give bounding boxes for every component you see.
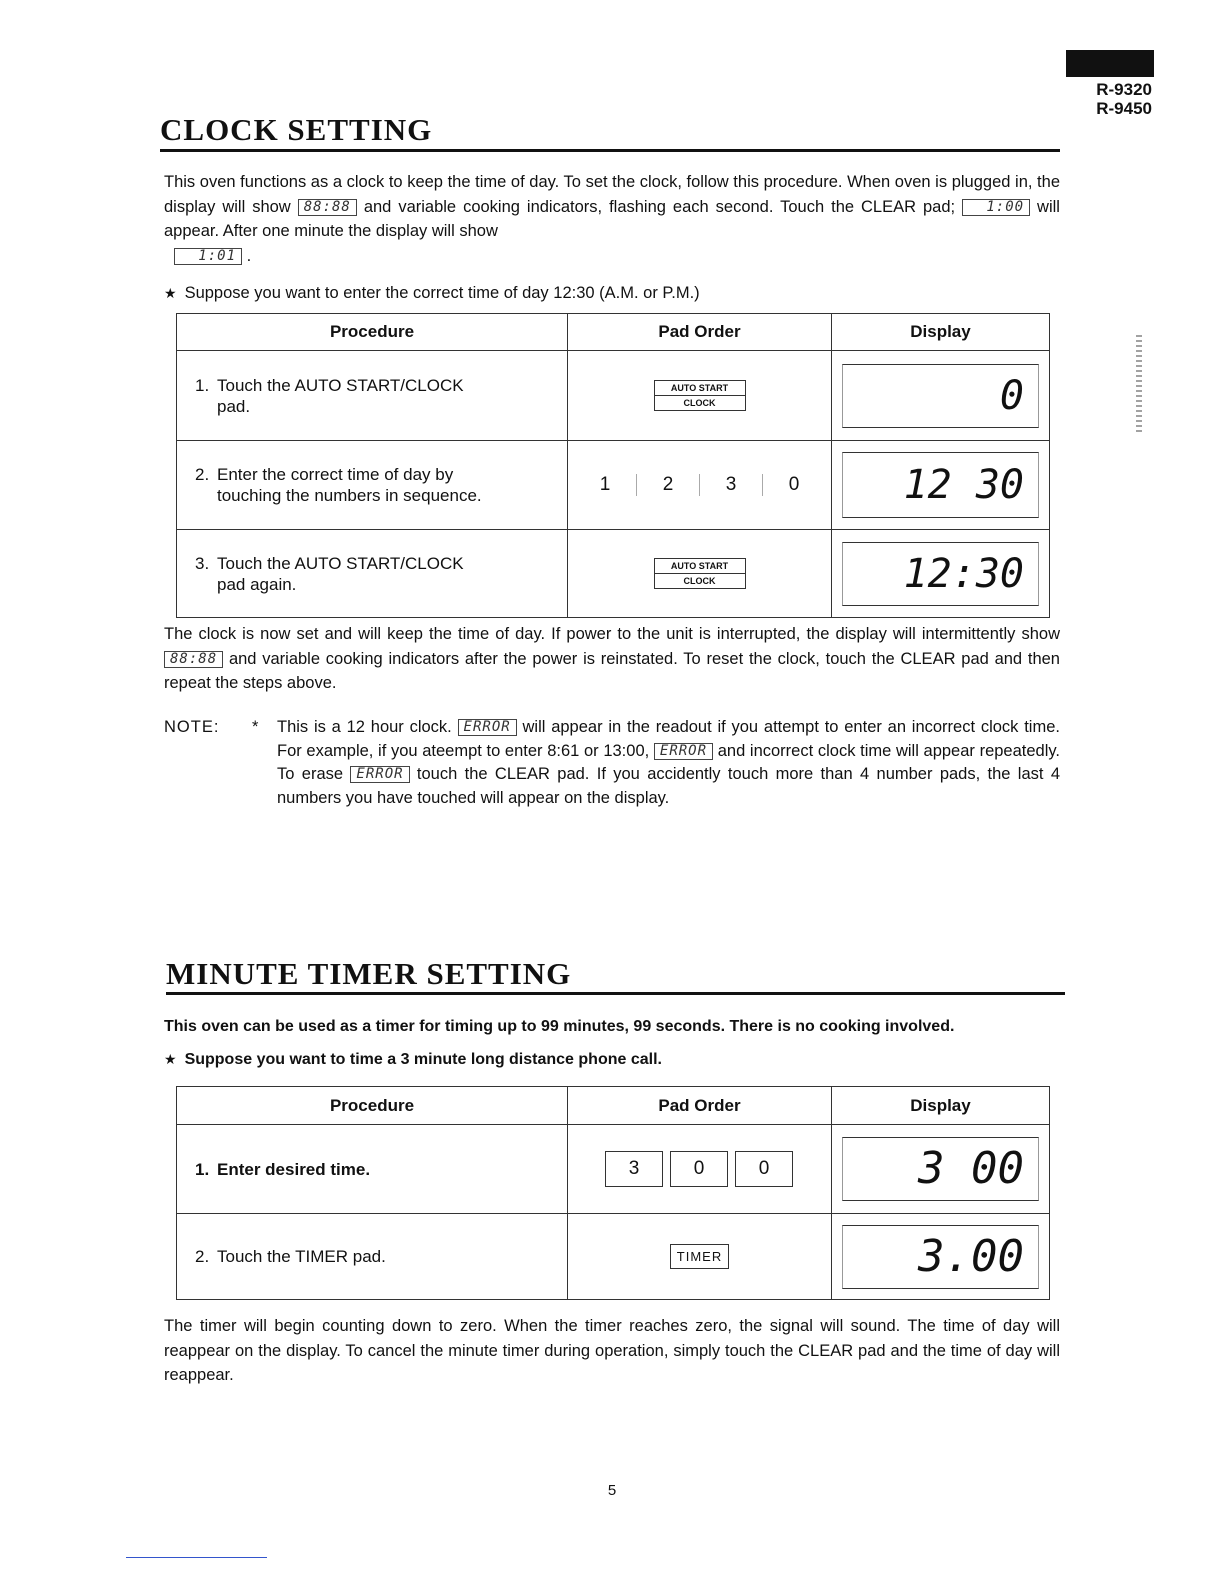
display-cell: [832, 530, 1050, 618]
step-number: 1.: [195, 375, 210, 395]
lcd-display: 3.00: [842, 1225, 1039, 1289]
lcd-display: 12 30: [842, 452, 1039, 518]
clock-intro: [164, 170, 1060, 268]
number-pad[interactable]: 0: [762, 474, 825, 496]
step-line: Enter the correct time of day by: [217, 465, 454, 484]
note-text: touch the CLEAR pad. If you accidently touch more than 4 number pads, the last 4 numbers you have touched will appear on the display.: [277, 765, 1061, 807]
step-line: Touch the AUTO START/CLOCK: [217, 553, 464, 573]
note-text: and incorrect clock time will appear repeatedly. To erase: [277, 741, 1060, 783]
col-header-pad-order: Pad Order: [568, 1087, 832, 1125]
model-numbers: [1096, 80, 1152, 118]
number-pad[interactable]: 3: [699, 474, 762, 496]
clock-after: [164, 622, 1060, 696]
number-pad[interactable]: 3: [605, 1151, 663, 1187]
table-row: [177, 1214, 1050, 1300]
timer-pad[interactable]: TIMER: [670, 1244, 729, 1269]
pad-cell: [568, 441, 832, 530]
pad-cell: [568, 1214, 832, 1300]
star-icon: ★: [164, 1051, 177, 1067]
pad-cell: [568, 351, 832, 441]
model-number: R-9450: [1096, 99, 1152, 118]
step-text: [177, 1125, 568, 1214]
clock-example: [164, 284, 700, 303]
step-number: 2.: [195, 1247, 210, 1266]
note-bullet: *: [252, 718, 259, 736]
title-rule: [166, 992, 1065, 995]
lcd-inline: 1:01: [174, 248, 242, 265]
col-header-display: Display: [832, 314, 1050, 351]
lcd-inline: ERROR: [458, 719, 517, 736]
lcd-display: 3 00: [842, 1137, 1039, 1201]
step-number: 1.: [195, 1159, 210, 1179]
pad-cell: [568, 530, 832, 618]
pad-label: CLOCK: [655, 395, 745, 410]
timer-intro: This oven can be used as a timer for timing up to 99 minutes, 99 seconds. There is no cooking involved.: [164, 1018, 955, 1035]
step-text: [177, 1214, 568, 1300]
timer-after: The timer will begin counting down to zero. When the timer reaches zero, the signal will sound. The time of day will reappear on the display. To cancel the minute timer during operation, simply touch the CLEAR pad and the time of day will reappear.: [164, 1317, 1060, 1384]
timer-example: [164, 1051, 662, 1069]
pad-label: AUTO START: [670, 383, 729, 393]
note-text: This is a 12 hour clock.: [277, 718, 452, 736]
model-number: R-9320: [1096, 80, 1152, 99]
lcd-inline: 1:00: [962, 199, 1030, 216]
col-header-display: Display: [832, 1087, 1050, 1125]
col-header-procedure: Procedure: [177, 314, 568, 351]
digit-sequence: [568, 474, 831, 496]
section-tab-marker: [1066, 50, 1154, 77]
intro-text: will appear. After one minute the display will show: [164, 197, 1060, 240]
display-cell: [832, 1214, 1050, 1300]
star-icon: ★: [164, 285, 177, 301]
step-line: touching the numbers in sequence.: [217, 486, 482, 505]
pad-cell: [568, 1125, 832, 1214]
intro-text: and variable cooking indicators, flashing each second. Touch the CLEAR pad;: [363, 197, 956, 216]
note-body: [277, 716, 1060, 810]
step-line: Touch the AUTO START/CLOCK: [217, 375, 464, 395]
page-number: 5: [607, 1482, 617, 1499]
pad-label: AUTO START: [670, 561, 729, 571]
table-row: [177, 530, 1050, 618]
example-text: Suppose you want to time a 3 minute long distance phone call.: [184, 1051, 662, 1068]
intro-text: This oven functions as a clock to keep the time of day. To set the clock, follow this procedure. When oven is plugged in, the display will show: [164, 173, 1060, 216]
timer-procedure-table: [176, 1086, 1050, 1300]
step-text: [177, 351, 568, 441]
display-cell: [832, 351, 1050, 441]
display-cell: [832, 1125, 1050, 1214]
table-row: [177, 1125, 1050, 1214]
digit-sequence: [568, 1151, 831, 1187]
title-rule: [160, 149, 1060, 152]
step-number: 2.: [195, 465, 210, 484]
step-text: [177, 441, 568, 530]
step-line: Touch the TIMER pad.: [217, 1247, 386, 1266]
number-pad[interactable]: 0: [735, 1151, 793, 1187]
note-label: NOTE:: [164, 718, 220, 736]
col-header-procedure: Procedure: [177, 1087, 568, 1125]
note-text: will appear in the readout if you attempt to enter an incorrect clock time. For example, if you ateempt to enter 8:61 or 13:00,: [277, 718, 1060, 760]
clock-procedure-table: [176, 313, 1050, 618]
after-text: The clock is now set and will keep the time of day. If power to the unit is interrupted, the display will intermittently show: [164, 625, 1060, 643]
timer-section-title: MINUTE TIMER SETTING: [166, 956, 572, 991]
example-text: Suppose you want to enter the correct time of day 12:30 (A.M. or P.M.): [184, 284, 700, 302]
step-line: pad again.: [217, 574, 297, 594]
lcd-inline: 88:88: [298, 199, 357, 216]
lcd-inline: 88:88: [164, 651, 223, 668]
step-text: [177, 530, 568, 618]
col-header-pad-order: Pad Order: [568, 314, 832, 351]
pad-label: CLOCK: [655, 573, 745, 588]
lcd-inline: ERROR: [654, 743, 713, 760]
number-pad[interactable]: 1: [599, 474, 611, 495]
clock-section-title: CLOCK SETTING: [160, 112, 433, 147]
step-number: 3.: [195, 553, 210, 573]
table-row: [177, 441, 1050, 530]
auto-start-clock-pad[interactable]: [654, 558, 746, 589]
number-pad[interactable]: 0: [670, 1151, 728, 1187]
step-line: pad.: [217, 396, 251, 416]
number-pad[interactable]: 2: [636, 474, 699, 496]
lcd-display: 12:30: [842, 542, 1039, 606]
scan-artifact: [1136, 335, 1142, 435]
lcd-inline: ERROR: [350, 766, 409, 783]
display-cell: [832, 441, 1050, 530]
after-text: and variable cooking indicators after the power is reinstated. To reset the clock, touch the CLEAR pad and then repeat the steps above.: [164, 649, 1060, 692]
table-row: [177, 351, 1050, 441]
footer-line: [126, 1557, 267, 1558]
lcd-display: 0: [842, 364, 1039, 428]
auto-start-clock-pad[interactable]: [654, 380, 746, 411]
intro-text: .: [246, 246, 252, 265]
step-line: Enter desired time.: [217, 1159, 371, 1179]
